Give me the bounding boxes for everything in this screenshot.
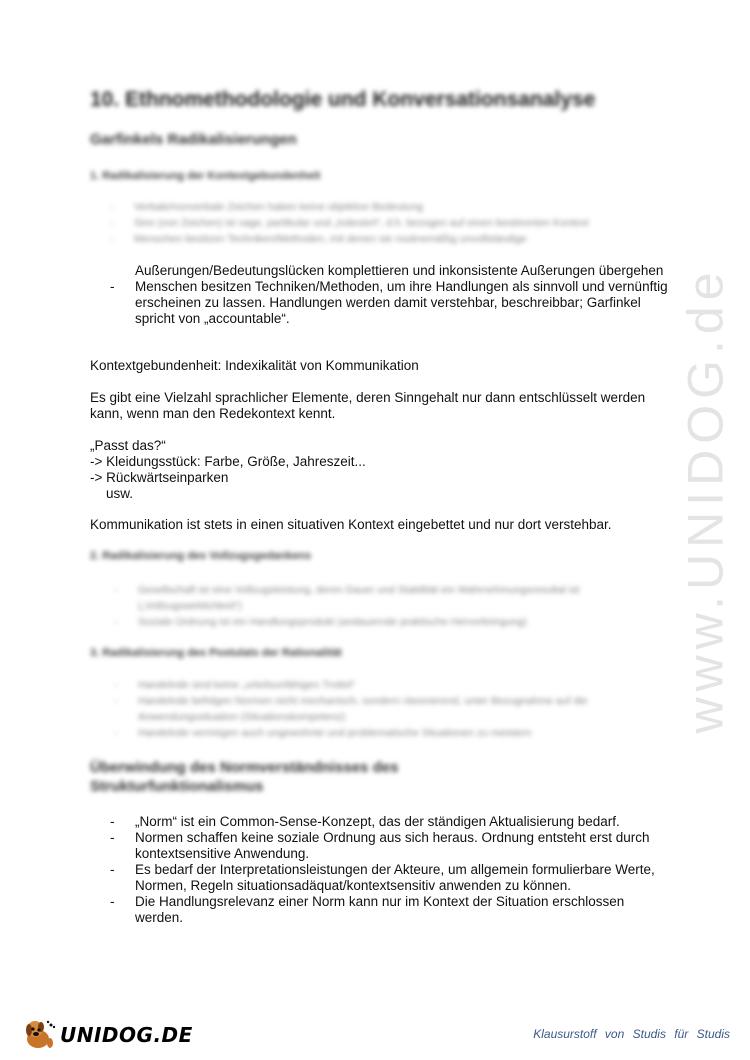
example-line: usw.: [106, 486, 134, 501]
section2-heading: 2. Radikalisierung des Vollzugsgedankens: [90, 550, 312, 562]
list-item: - Normen schaffen keine soziale Ordnung aus sich heraus. Ordnung entsteht erst durch kontextsensitive Anwendung.: [110, 830, 650, 861]
section1-heading: 1. Radikalisierung der Kontextgebundenheit: [90, 170, 321, 182]
watermark: [660, 260, 750, 740]
document-subtitle: Garfinkels Radikalisierungen: [90, 131, 297, 148]
list-item: - Menschen besitzen Techniken/Methoden, um ihre Handlungen als sinnvoll und vernünftig erscheinen zu lassen. Handlungen werden damit verstehbar, beschreibbar; Garfinkel spricht von „accountable“.: [110, 279, 668, 326]
list-item: - Die Handlungsrelevanz einer Norm kann nur im Kontext der Situation erschlossen werden.: [110, 894, 625, 925]
watermark-text: www.UNIDOG.de: [677, 266, 733, 734]
example-question: „Passt das?“: [90, 438, 166, 453]
list-item: - Es bedarf der Interpretationsleistungen der Akteure, um allgemein formulierbare Werte, Normen, Regeln situationsadäquat/kontextsensitiv anwenden zu können.: [110, 862, 655, 893]
paragraph-context: Kommunikation ist stets in einen situativen Kontext eingebettet und nur dort verstehbar.: [90, 517, 612, 532]
section4-list: [110, 814, 670, 926]
list-item: - Handelnde vermögen auch ungewohnte und problematische Situationen zu meistern: [114, 727, 532, 739]
footer-slogan: Klausurstoff von Studis für Studis: [533, 1027, 730, 1041]
example-block: [90, 438, 670, 502]
example-line: -> Rückwärtseinparken: [90, 470, 229, 485]
document-title: 10. Ethnomethodologie und Konversationsanalyse: [90, 88, 596, 111]
section2-list: [114, 582, 674, 630]
dog-icon: [20, 1017, 56, 1053]
list-item: - Gesellschaft ist eine Vollzugsleistung, deren Dauer und Stabilität ein Wahrnehmungsresultat ist („Vollzugswirklichkeit“): [114, 584, 580, 612]
list-item: - Handelnde sind keine „urteilsunfähigen Trottel“: [114, 679, 356, 691]
list-item: - Menschen besitzen Techniken/Methoden, mit denen sie routinemäßig unvollständige: [110, 233, 527, 245]
logo-text: UNIDOG.DE: [60, 1023, 193, 1047]
unidog-logo[interactable]: [20, 1015, 193, 1055]
list-item: - „Norm“ ist ein Common-Sense-Konzept, das der ständigen Aktualisierung bedarf.: [110, 814, 620, 829]
section1-clear-list: [110, 263, 670, 327]
list-item-continuation: Außerungen/Bedeutungslücken komplettieren und inkonsistente Außerungen übergehen: [135, 263, 664, 278]
section3-list: [114, 677, 674, 741]
list-item: - Verbale/nonverbale Zeichen haben keine objektive Bedeutung: [110, 201, 423, 213]
list-item: - Handelnde befolgen Normen nicht mechanisch, sondern räsonierend, unter Bezugnahme auf die Anwendungssituation (Situationskompetenz): [114, 695, 588, 723]
list-item: - Sinn (von Zeichen) ist vage, partikular und „indexiert“, d.h. bezogen auf einen bestimmten Kontext: [110, 217, 589, 229]
paragraph-indexicality: Kontextgebundenheit: Indexikalität von Kommunikation: [90, 358, 419, 373]
section1-blurred-list: [110, 199, 670, 247]
list-item: - Soziale Ordnung ist ein Handlungsprodukt (andauernde praktische Hervorbringung): [114, 616, 527, 628]
section3-heading: 3. Radikalisierung des Postulats der Rationalität: [90, 647, 342, 659]
example-line: -> Kleidungsstück: Farbe, Größe, Jahreszeit...: [90, 454, 366, 469]
paragraph-language-elements: Es gibt eine Vielzahl sprachlicher Elemente, deren Sinngehalt nur dann entschlüsselt werden kann, wenn man den Redekontext kennt.: [90, 390, 646, 421]
section4-heading: Überwindung des Normverständnisses des Strukturfunktionalismus: [90, 759, 399, 795]
